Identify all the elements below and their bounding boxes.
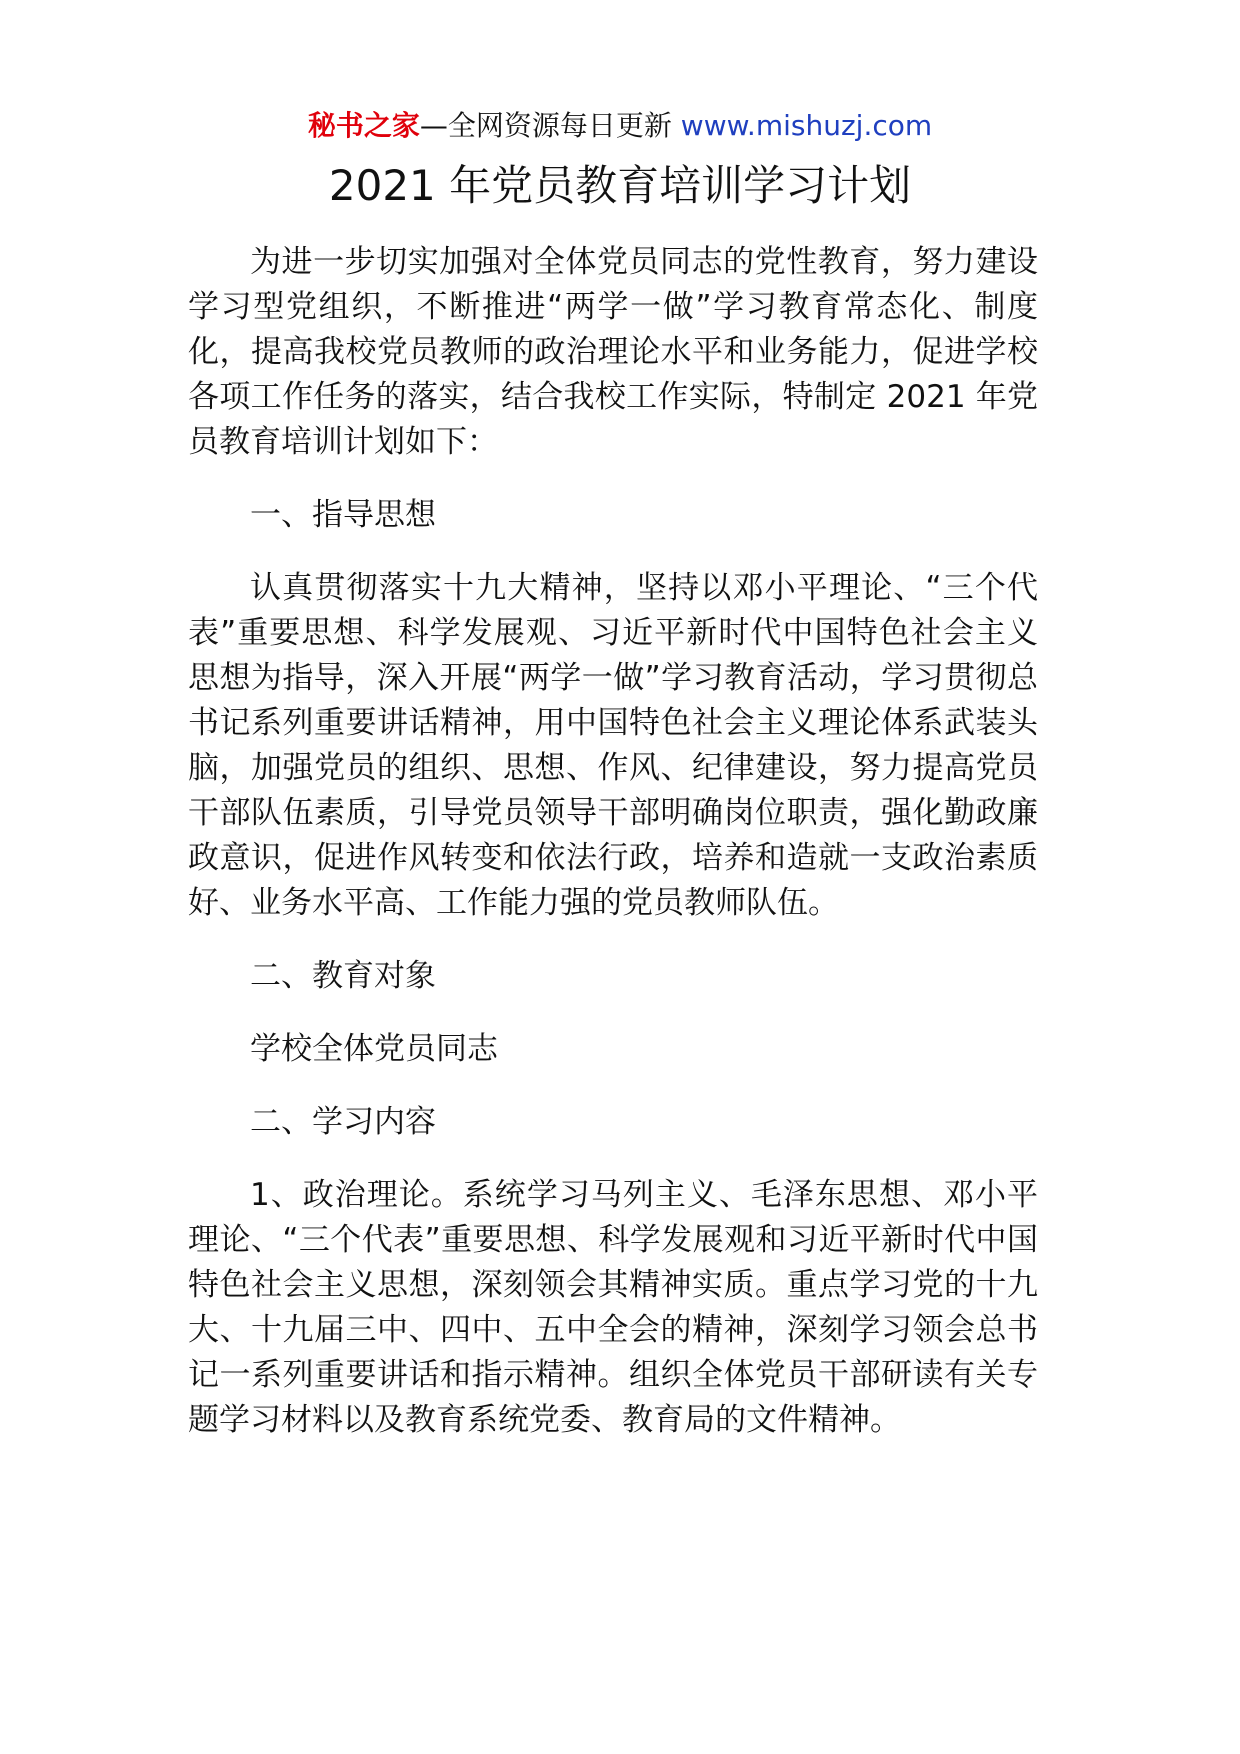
section-heading-guiding-thought: 一、指导思想: [250, 497, 436, 533]
document-body: [188, 240, 1038, 1471]
study-content-paragraph: 1、政治理论。系统学习马列主义、毛泽东思想、邓小平理论、“三个代表”重要思想、科学发展观和习近平新时代中国特色社会主义思想，深刻领会其精神实质。重点学习党的十九大、十九届三中、四中、五中全会的精神，深刻学习领会总书记一系列重要讲话和指示精神。组织全体党员干部研读有关专题学习材料以及教育系统党委、教育局的文件精神。: [188, 1177, 1038, 1438]
brand-name: 秘书之家: [307, 109, 420, 142]
intro-paragraph: 为进一步切实加强对全体党员同志的党性教育，努力建设学习型党组织，不断推进“两学一做”学习教育常态化、制度化，提高我校党员教师的政治理论水平和业务能力，促进学校各项工作任务的落实，结合我校工作实际，特制定 2021 年党员教育培训计划如下：: [188, 244, 1038, 460]
guiding-thought-paragraph: 认真贯彻落实十九大精神，坚持以邓小平理论、“三个代表”重要思想、科学发展观、习近平新时代中国特色社会主义思想为指导，深入开展“两学一做”学习教育活动，学习贯彻总书记系列重要讲话精神，用中国特色社会主义理论体系武装头脑，加强党员的组织、思想、作风、纪律建设，努力提高党员干部队伍素质，引导党员领导干部明确岗位职责，强化勤政廉政意识，促进作风转变和依法行政，培养和造就一支政治素质好、业务水平高、工作能力强的党员教师队伍。: [188, 570, 1038, 921]
site-header: [0, 106, 1240, 146]
section-heading-study-content: 二、学习内容: [250, 1104, 436, 1140]
header-slogan: —全网资源每日更新: [419, 109, 672, 142]
document-title: 2021 年党员教育培训学习计划: [328, 161, 912, 210]
site-url-link[interactable]: www.mishuzj.com: [680, 109, 933, 142]
education-target-paragraph: 学校全体党员同志: [250, 1031, 498, 1067]
section-heading-education-target: 二、教育对象: [250, 958, 436, 994]
